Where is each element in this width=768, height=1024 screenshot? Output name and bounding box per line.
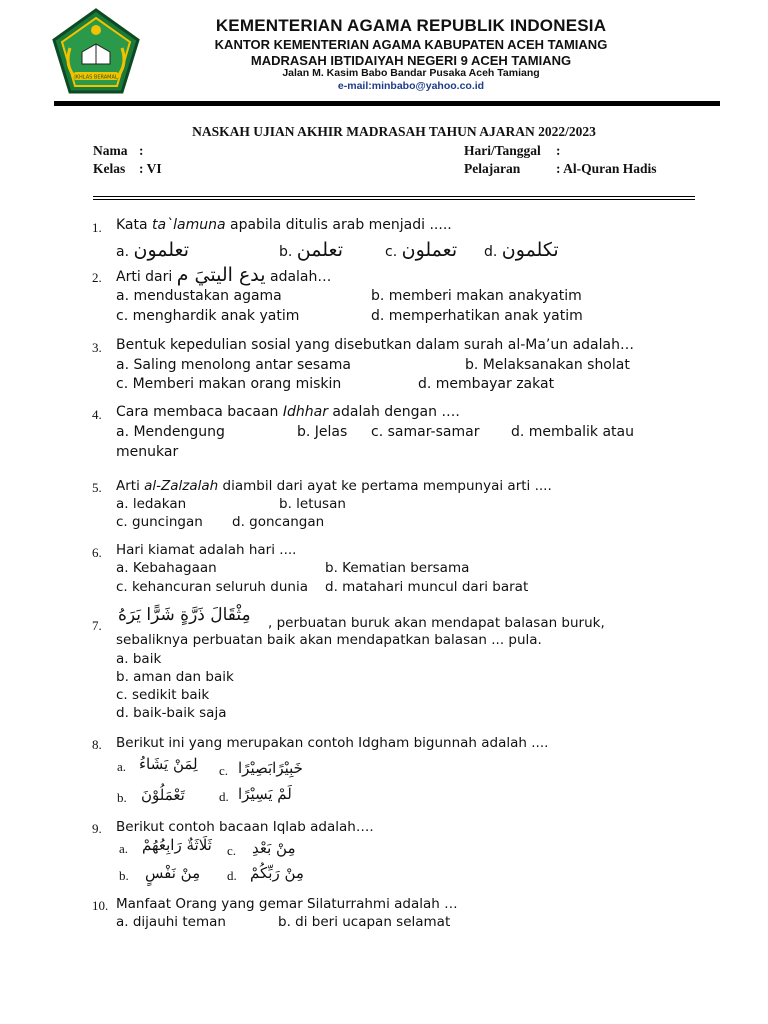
- q3-option-d: d. membayar zakat: [418, 376, 555, 392]
- q1-option-b: b. تعلمن: [279, 239, 343, 261]
- q8-option-c-label: c.: [219, 763, 229, 778]
- q9-option-c-label: c.: [227, 843, 237, 858]
- q4-option-c: c. samar-samar: [371, 424, 480, 440]
- q8-option-d: لَمْ يَسِيْرًا: [238, 785, 292, 803]
- q8-number: 8.: [92, 737, 102, 752]
- q1-option-c: c. تعملون: [385, 239, 458, 261]
- q9-option-d-label: d.: [227, 868, 237, 883]
- q7-option-b: b. aman dan baik: [116, 669, 234, 685]
- q7-text-line1: , perbuatan buruk akan mendapat balasan buruk,: [268, 615, 605, 631]
- q2-option-b: b. memberi makan anakyatim: [371, 288, 582, 304]
- q8-text: Berikut ini yang merupakan contoh Idgham bigunnah adalah ....: [116, 735, 549, 751]
- q2-number: 2.: [92, 270, 102, 285]
- q1-option-a: a. تعلمون: [116, 239, 189, 261]
- q9-option-a-label: a.: [119, 841, 129, 856]
- q3-option-a: a. Saling menolong antar sesama: [116, 357, 352, 373]
- q2-arabic: يدع اليتيَ م: [176, 264, 266, 286]
- q8-option-a-label: a.: [117, 759, 127, 774]
- q4-option-b: b. Jelas: [297, 424, 348, 440]
- q8-option-b: تَعْمَلُوْنَ: [141, 786, 185, 804]
- q10-text: Manfaat Orang yang gemar Silaturrahmi adalah …: [116, 896, 458, 912]
- q8-option-b-label: b.: [117, 790, 127, 805]
- header-address: Jalan M. Kasim Babo Bandar Pusaka Aceh Tamiang: [282, 67, 540, 79]
- q9-option-b: مِنْ نَفْسٍ: [145, 864, 201, 882]
- q8-option-a: لِمَنْ يَشَاءُ: [139, 755, 198, 773]
- q4-option-d-cont: menukar: [116, 444, 179, 460]
- hari-label: Hari/Tanggal: [464, 143, 541, 158]
- q5-option-b: b. letusan: [279, 496, 346, 512]
- pelajaran-label: Pelajaran: [464, 161, 521, 176]
- q10-option-b: b. di beri ucapan selamat: [278, 914, 451, 930]
- q1-text: Kata ta`lamuna apabila ditulis arab menjadi .....: [116, 217, 452, 233]
- q9-text: Berikut contoh bacaan Iqlab adalah….: [116, 819, 374, 835]
- q6-option-d: d. matahari muncul dari barat: [325, 579, 529, 595]
- q3-text: Bentuk kepedulian sosial yang disebutkan dalam surah al-Ma’un adalah…: [116, 337, 634, 353]
- q9-option-a: ثَلَاثَةٌ رَابِعُهُمْ: [142, 836, 212, 854]
- nama-label: Nama: [93, 143, 128, 158]
- q5-option-c: c. guncingan: [116, 514, 203, 530]
- q4-option-d: d. membalik atau: [511, 424, 634, 440]
- header-divider: [54, 101, 720, 106]
- q6-option-a: a. Kebahagaan: [116, 560, 217, 576]
- q9-option-d: مِنْ رَبِّكُمْ: [250, 864, 304, 882]
- pelajaran-value: : Al-Quran Hadis: [556, 161, 657, 176]
- header-email: e-mail:minbabo@yahoo.co.id: [337, 80, 485, 92]
- q8-option-c: خَبِيْرًابَصِيْرًا: [238, 759, 303, 777]
- q6-number: 6.: [92, 545, 102, 560]
- nama-separator: :: [139, 143, 144, 158]
- q7-option-a: a. baik: [116, 651, 162, 667]
- q6-text: Hari kiamat adalah hari ....: [116, 542, 297, 558]
- q2-option-d: d. memperhatikan anak yatim: [371, 308, 583, 324]
- q2-option-c: c. menghardik anak yatim: [116, 308, 300, 324]
- q5-option-a: a. ledakan: [116, 496, 187, 512]
- kelas-value: : VI: [139, 161, 162, 176]
- meta-divider-bottom: [93, 199, 695, 200]
- q7-option-c: c. sedikit baik: [116, 687, 210, 703]
- q5-option-d: d. goncangan: [232, 514, 325, 530]
- q4-text: Cara membaca bacaan Idhhar adalah dengan ….: [116, 404, 460, 420]
- q4-number: 4.: [92, 407, 102, 422]
- q3-number: 3.: [92, 340, 102, 355]
- q2-option-a: a. mendustakan agama: [116, 288, 282, 304]
- q6-option-c: c. kehancuran seluruh dunia: [116, 579, 308, 595]
- header-school: MADRASAH IBTIDAIYAH NEGERI 9 ACEH TAMIANG: [250, 53, 572, 68]
- q1-number: 1.: [92, 220, 102, 235]
- q7-option-d: d. baik-baik saja: [116, 705, 227, 721]
- q9-option-c: مِنْ بَعْدِ: [252, 839, 296, 857]
- q10-number: 10.: [92, 898, 109, 913]
- q8-option-d-label: d.: [219, 789, 229, 804]
- q5-text: Arti al-Zalzalah diambil dari ayat ke pertama mempunyai arti ....: [116, 478, 552, 494]
- q7-number: 7.: [92, 618, 102, 633]
- q1-option-d: d. تكلمون: [484, 239, 559, 261]
- q7-arabic: مِثْقَالَ ذَرَّةٍ شَرًّا يَرَهُ: [118, 605, 251, 625]
- header-office: KANTOR KEMENTERIAN AGAMA KABUPATEN ACEH TAMIANG: [214, 37, 608, 52]
- exam-title: NASKAH UJIAN AKHIR MADRASAH TAHUN AJARAN 2022/2023: [192, 124, 596, 139]
- q3-option-c: c. Memberi makan orang miskin: [116, 376, 342, 392]
- q6-option-b: b. Kematian bersama: [325, 560, 470, 576]
- logo-motto: IKHLAS BERAMAL: [74, 74, 118, 81]
- q10-option-a: a. dijauhi teman: [116, 914, 226, 930]
- q3-option-b: b. Melaksanakan sholat: [465, 357, 630, 373]
- q7-text-line2: sebaliknya perbuatan baik akan mendapatkan balasan ... pula.: [116, 632, 542, 648]
- q4-option-a: a. Mendengung: [116, 424, 225, 440]
- kelas-label: Kelas: [93, 161, 126, 176]
- q2-text: Arti dari يدع اليتيَ م adalah…: [116, 264, 332, 286]
- hari-separator: :: [556, 143, 561, 158]
- header-ministry: KEMENTERIAN AGAMA REPUBLIK INDONESIA: [215, 16, 607, 35]
- q5-number: 5.: [92, 480, 102, 495]
- q9-option-b-label: b.: [119, 868, 129, 883]
- meta-divider-top: [93, 196, 695, 197]
- q9-number: 9.: [92, 821, 102, 836]
